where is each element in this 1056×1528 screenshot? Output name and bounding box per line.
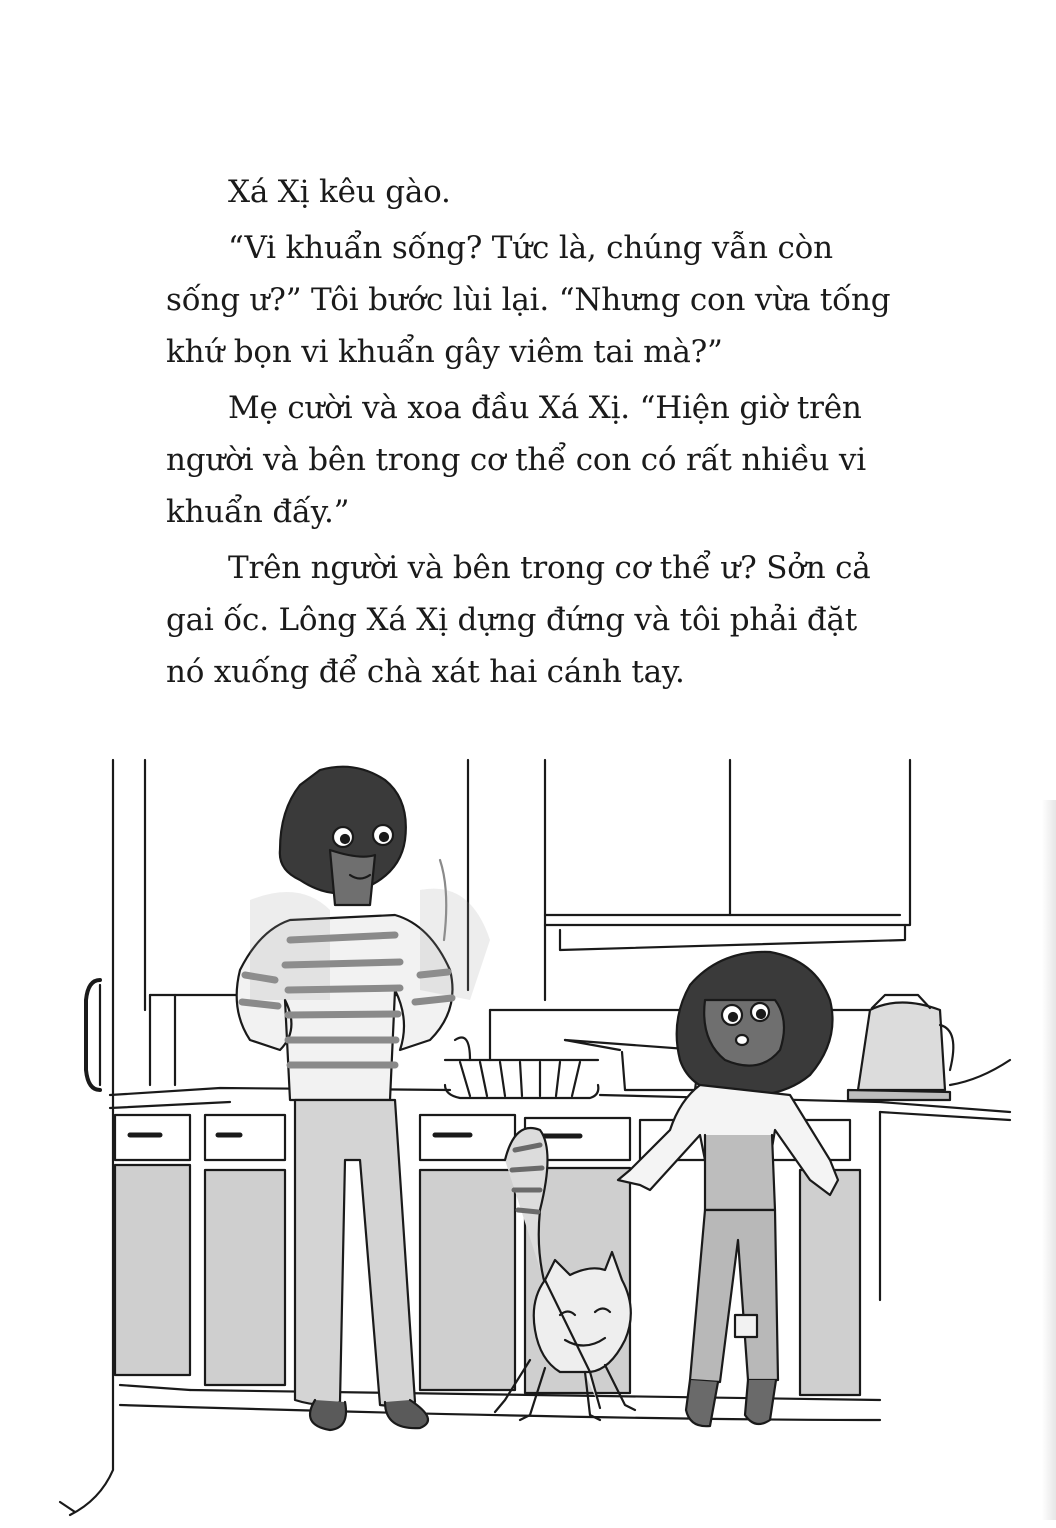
page-edge-shadow xyxy=(1042,800,1056,1520)
paragraph-4: Trên người và bên trong cơ thể ư? Sởn cả gai ốc. Lông Xá Xị dựng đứng và tôi phải đặt nó xuống để chà xát hai cánh tay. xyxy=(166,550,871,690)
story-text xyxy=(166,166,896,702)
upper-cabinets xyxy=(440,760,910,1000)
paragraph-1: Xá Xị kêu gào. xyxy=(228,174,451,210)
paragraph-3: Mẹ cười và xoa đầu Xá Xị. “Hiện giờ trên người và bên trong cơ thể con có rất nhiều vi khuẩn đấy.” xyxy=(166,390,866,530)
kitchen-illustration xyxy=(0,740,1056,1528)
dish-rack xyxy=(445,1038,598,1099)
paragraph-2: “Vi khuẩn sống? Tức là, chúng vẫn còn sống ư?” Tôi bước lùi lại. “Nhưng con vừa tống khứ bọn vi khuẩn gây viêm tai mà?” xyxy=(166,230,891,370)
kettle xyxy=(848,995,1010,1100)
